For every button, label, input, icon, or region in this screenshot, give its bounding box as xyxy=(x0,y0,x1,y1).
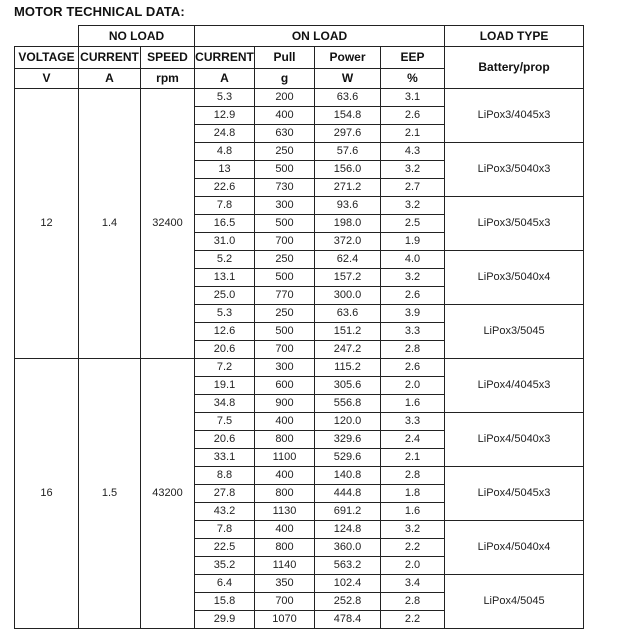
battery-prop-cell: LiPox3/4045x3 xyxy=(445,89,584,143)
power-cell: 691.2 xyxy=(315,503,381,521)
battery-prop-cell: LiPox4/4045x3 xyxy=(445,359,584,413)
no-load-header: NO LOAD xyxy=(79,26,195,47)
power-cell: 529.6 xyxy=(315,449,381,467)
speed-unit: rpm xyxy=(141,69,195,89)
pull-cell: 500 xyxy=(255,215,315,233)
power-cell: 556.8 xyxy=(315,395,381,413)
eep-cell: 1.6 xyxy=(381,395,445,413)
eep-cell: 3.9 xyxy=(381,305,445,323)
current-cell: 24.8 xyxy=(195,125,255,143)
power-cell: 57.6 xyxy=(315,143,381,161)
pull-unit: g xyxy=(255,69,315,89)
power-cell: 102.4 xyxy=(315,575,381,593)
current-cell: 5.2 xyxy=(195,251,255,269)
power-cell: 140.8 xyxy=(315,467,381,485)
current-cell: 34.8 xyxy=(195,395,255,413)
eep-cell: 1.8 xyxy=(381,485,445,503)
pull-cell: 700 xyxy=(255,593,315,611)
power-cell: 157.2 xyxy=(315,269,381,287)
current-cell: 4.8 xyxy=(195,143,255,161)
motor-data-table xyxy=(14,25,584,629)
table-row xyxy=(15,89,584,107)
eep-cell: 2.8 xyxy=(381,467,445,485)
current-cell: 22.5 xyxy=(195,539,255,557)
voltage-cell: 16 xyxy=(15,359,79,629)
load-type-header: LOAD TYPE xyxy=(445,26,584,47)
pull-cell: 800 xyxy=(255,485,315,503)
pull-cell: 1070 xyxy=(255,611,315,629)
current-cell: 13.1 xyxy=(195,269,255,287)
current-cell: 7.8 xyxy=(195,521,255,539)
current-cell: 35.2 xyxy=(195,557,255,575)
eep-cell: 2.6 xyxy=(381,287,445,305)
eep-cell: 2.0 xyxy=(381,377,445,395)
eep-cell: 4.3 xyxy=(381,143,445,161)
eep-cell: 1.6 xyxy=(381,503,445,521)
pull-cell: 400 xyxy=(255,467,315,485)
current-cell: 25.0 xyxy=(195,287,255,305)
current-cell: 19.1 xyxy=(195,377,255,395)
eep-cell: 2.6 xyxy=(381,359,445,377)
pull-cell: 250 xyxy=(255,251,315,269)
current-cell: 13 xyxy=(195,161,255,179)
pull-cell: 300 xyxy=(255,359,315,377)
current-cell: 8.8 xyxy=(195,467,255,485)
pull-cell: 250 xyxy=(255,143,315,161)
battery-prop-cell: LiPox4/5045 xyxy=(445,575,584,629)
pull-cell: 800 xyxy=(255,431,315,449)
power-cell: 252.8 xyxy=(315,593,381,611)
eep-cell: 2.1 xyxy=(381,449,445,467)
current-cell: 29.9 xyxy=(195,611,255,629)
pull-cell: 400 xyxy=(255,413,315,431)
pull-cell: 700 xyxy=(255,233,315,251)
pull-cell: 1130 xyxy=(255,503,315,521)
speed-cell: 43200 xyxy=(141,359,195,629)
eep-cell: 2.6 xyxy=(381,107,445,125)
eep-cell: 3.3 xyxy=(381,413,445,431)
battery-prop-cell: LiPox4/5040x4 xyxy=(445,521,584,575)
current-cell: 5.3 xyxy=(195,305,255,323)
eep-cell: 3.2 xyxy=(381,161,445,179)
pull-header: Pull xyxy=(255,47,315,69)
power-cell: 63.6 xyxy=(315,89,381,107)
eep-cell: 2.8 xyxy=(381,593,445,611)
voltage-unit: V xyxy=(15,69,79,89)
eep-cell: 3.4 xyxy=(381,575,445,593)
no-load-current-header: CURRENT xyxy=(79,47,141,69)
eep-header: EEP xyxy=(381,47,445,69)
battery-prop-cell: LiPox3/5045x3 xyxy=(445,197,584,251)
power-cell: 247.2 xyxy=(315,341,381,359)
pull-cell: 500 xyxy=(255,161,315,179)
eep-cell: 2.2 xyxy=(381,611,445,629)
power-cell: 297.6 xyxy=(315,125,381,143)
pull-cell: 1140 xyxy=(255,557,315,575)
eep-cell: 4.0 xyxy=(381,251,445,269)
pull-cell: 400 xyxy=(255,521,315,539)
power-cell: 124.8 xyxy=(315,521,381,539)
current-cell: 33.1 xyxy=(195,449,255,467)
pull-cell: 200 xyxy=(255,89,315,107)
on-load-current-header: CURRENT xyxy=(195,47,255,69)
eep-cell: 3.1 xyxy=(381,89,445,107)
eep-cell: 2.5 xyxy=(381,215,445,233)
eep-cell: 2.1 xyxy=(381,125,445,143)
power-cell: 156.0 xyxy=(315,161,381,179)
power-cell: 329.6 xyxy=(315,431,381,449)
power-cell: 93.6 xyxy=(315,197,381,215)
battery-prop-cell: LiPox4/5040x3 xyxy=(445,413,584,467)
table-row xyxy=(15,359,584,377)
power-cell: 120.0 xyxy=(315,413,381,431)
pull-cell: 900 xyxy=(255,395,315,413)
eep-cell: 3.2 xyxy=(381,269,445,287)
battery-prop-cell: LiPox3/5040x4 xyxy=(445,251,584,305)
power-cell: 154.8 xyxy=(315,107,381,125)
battery-prop-cell: LiPox3/5040x3 xyxy=(445,143,584,197)
pull-cell: 770 xyxy=(255,287,315,305)
pull-cell: 500 xyxy=(255,323,315,341)
power-cell: 563.2 xyxy=(315,557,381,575)
pull-cell: 400 xyxy=(255,107,315,125)
battery-prop-cell: LiPox3/5045 xyxy=(445,305,584,359)
pull-cell: 700 xyxy=(255,341,315,359)
pull-cell: 300 xyxy=(255,197,315,215)
no-load-current-cell: 1.4 xyxy=(79,89,141,359)
power-cell: 63.6 xyxy=(315,305,381,323)
power-cell: 372.0 xyxy=(315,233,381,251)
eep-cell: 3.2 xyxy=(381,521,445,539)
pull-cell: 250 xyxy=(255,305,315,323)
current-cell: 43.2 xyxy=(195,503,255,521)
blank-corner xyxy=(15,26,79,47)
current-cell: 20.6 xyxy=(195,341,255,359)
on-load-header: ON LOAD xyxy=(195,26,445,47)
page-title: MOTOR TECHNICAL DATA: xyxy=(14,4,185,19)
current-cell: 27.8 xyxy=(195,485,255,503)
power-cell: 271.2 xyxy=(315,179,381,197)
current-cell: 16.5 xyxy=(195,215,255,233)
pull-cell: 1100 xyxy=(255,449,315,467)
pull-cell: 500 xyxy=(255,269,315,287)
eep-cell: 2.4 xyxy=(381,431,445,449)
no-load-current-unit: A xyxy=(79,69,141,89)
eep-cell: 2.2 xyxy=(381,539,445,557)
current-cell: 15.8 xyxy=(195,593,255,611)
power-cell: 62.4 xyxy=(315,251,381,269)
current-cell: 20.6 xyxy=(195,431,255,449)
eep-cell: 3.2 xyxy=(381,197,445,215)
current-cell: 6.4 xyxy=(195,575,255,593)
power-cell: 198.0 xyxy=(315,215,381,233)
pull-cell: 350 xyxy=(255,575,315,593)
current-cell: 31.0 xyxy=(195,233,255,251)
current-cell: 22.6 xyxy=(195,179,255,197)
eep-cell: 2.7 xyxy=(381,179,445,197)
pull-cell: 630 xyxy=(255,125,315,143)
power-cell: 115.2 xyxy=(315,359,381,377)
pull-cell: 800 xyxy=(255,539,315,557)
eep-cell: 2.0 xyxy=(381,557,445,575)
eep-unit: % xyxy=(381,69,445,89)
power-unit: W xyxy=(315,69,381,89)
eep-cell: 2.8 xyxy=(381,341,445,359)
power-cell: 305.6 xyxy=(315,377,381,395)
current-cell: 12.6 xyxy=(195,323,255,341)
pull-cell: 600 xyxy=(255,377,315,395)
pull-cell: 730 xyxy=(255,179,315,197)
current-cell: 5.3 xyxy=(195,89,255,107)
current-cell: 12.9 xyxy=(195,107,255,125)
eep-cell: 1.9 xyxy=(381,233,445,251)
power-cell: 478.4 xyxy=(315,611,381,629)
power-header: Power xyxy=(315,47,381,69)
current-cell: 7.2 xyxy=(195,359,255,377)
eep-cell: 3.3 xyxy=(381,323,445,341)
speed-header: SPEED xyxy=(141,47,195,69)
power-cell: 444.8 xyxy=(315,485,381,503)
battery-prop-cell: LiPox4/5045x3 xyxy=(445,467,584,521)
speed-cell: 32400 xyxy=(141,89,195,359)
current-cell: 7.8 xyxy=(195,197,255,215)
current-cell: 7.5 xyxy=(195,413,255,431)
no-load-current-cell: 1.5 xyxy=(79,359,141,629)
battery-prop-header: Battery/prop xyxy=(445,47,584,89)
voltage-cell: 12 xyxy=(15,89,79,359)
power-cell: 300.0 xyxy=(315,287,381,305)
power-cell: 151.2 xyxy=(315,323,381,341)
on-load-current-unit: A xyxy=(195,69,255,89)
table-body xyxy=(15,89,584,629)
power-cell: 360.0 xyxy=(315,539,381,557)
voltage-header: VOLTAGE xyxy=(15,47,79,69)
